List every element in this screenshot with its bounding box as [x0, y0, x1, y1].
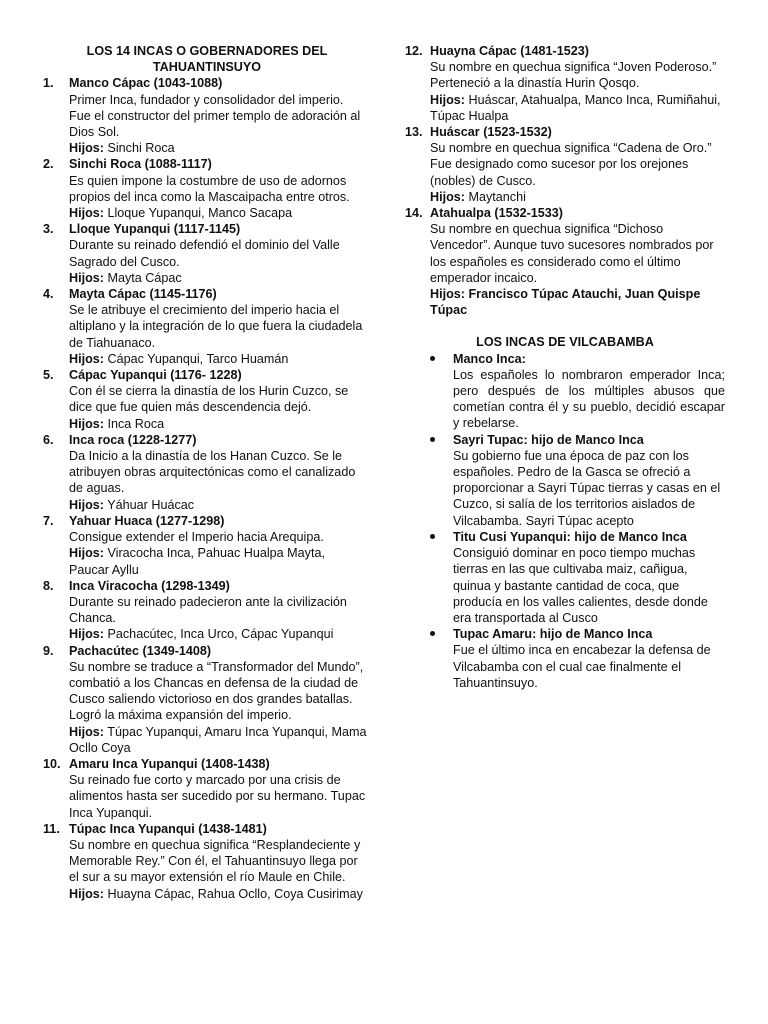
- inca-description: Es quien impone la costumbre de uso de adornos propios del inca como la Mascaipacha entre otros.: [69, 173, 350, 204]
- children-names: Maytanchi: [468, 189, 526, 204]
- inca-entry-2: [36, 156, 368, 221]
- inca-name: Manco Cápac (1043-1088): [69, 76, 223, 91]
- children-label: Hijos:: [69, 141, 104, 156]
- vilcabamba-item-text: Su gobierno fue una época de paz con los españoles. Pedro de la Gasca se ofreció a proporcionar a Sayri Túpac tierras y casas en el Cuzco, si salía de los territorios aislados de Vilcabamba. Sayri Túpac acepto: [453, 448, 721, 528]
- inca-description: Su nombre en quechua significa “Dichoso Vencedor”. Aunque tuvo sucesores nombrados por los españoles es considerado como el último emperador incaico.: [430, 222, 714, 285]
- inca-name: Sinchi Roca (1088-1117): [69, 157, 212, 172]
- inca-name: Cápac Yupanqui (1176- 1228): [69, 368, 242, 383]
- bullet-icon: [430, 534, 435, 539]
- inca-number: 12.: [405, 44, 423, 58]
- title-line-2: TAHUANTINSUYO: [152, 60, 262, 75]
- inca-description: Su nombre en quechua significa “Resplandeciente y Memorable Rey.” Con él, el Tahuantinsuyo llega por el sur a su mayor extensión el río Maule en Chile.: [69, 837, 361, 885]
- right-column: [405, 43, 725, 691]
- bullet-icon: [430, 631, 435, 636]
- inca-description: Durante su reinado defendió el dominio del Valle Sagrado del Cusco.: [69, 238, 340, 269]
- inca-name: Inca roca (1228-1277): [69, 432, 197, 447]
- inca-number: 6.: [43, 432, 54, 447]
- inca-children: [69, 724, 368, 756]
- inca-children: [69, 140, 368, 156]
- inca-description: Su nombre en quechua significa “Joven Poderoso.” Perteneció a la dinastía Hurin Qosqo.: [430, 60, 717, 91]
- vilcabamba-item-sayri-tupac: [405, 432, 725, 529]
- inca-entry-14: [405, 205, 725, 318]
- inca-description: Su reinado fue corto y marcado por una crisis de alimentos hasta ser sucedido por su hermano. Tupac Inca Yupanqui.: [69, 773, 366, 820]
- children-label: Hijos:: [69, 724, 104, 739]
- inca-entry-3: [36, 221, 368, 286]
- inca-entry-4: [36, 286, 368, 367]
- vilcabamba-item-text: Fue el último inca en encabezar la defensa de Vilcabamba con el cual cae finalmente el Tahuantinsuyo.: [453, 643, 711, 690]
- inca-children: [69, 497, 368, 513]
- children-label: Hijos:: [430, 287, 465, 302]
- inca-number: 9.: [43, 643, 54, 658]
- inca-children: [69, 205, 368, 221]
- children-names: Huayna Cápac, Rahua Ocllo, Coya Cusirimay: [107, 886, 363, 901]
- inca-children: [69, 270, 368, 286]
- children-names: Viracocha Inca, Pahuac Hualpa Mayta, Paucar Ayllu: [69, 546, 325, 577]
- children-names: Lloque Yupanqui, Manco Sacapa: [107, 206, 293, 221]
- inca-name: Lloque Yupanqui (1117-1145): [69, 222, 241, 237]
- children-label: Hijos:: [69, 886, 104, 901]
- children-names: Pachacútec, Inca Urco, Cápac Yupanqui: [107, 627, 334, 642]
- inca-children: [430, 286, 725, 318]
- inca-children: [69, 416, 368, 432]
- bullet-icon: [430, 437, 435, 442]
- inca-name: Atahualpa (1532-1533): [430, 206, 563, 221]
- inca-entry-10: [36, 756, 368, 821]
- children-label: Hijos:: [69, 497, 104, 512]
- children-label: Hijos:: [69, 627, 104, 642]
- inca-number: 1.: [43, 76, 54, 91]
- inca-number: 13.: [405, 125, 423, 140]
- inca-number: 11.: [43, 821, 60, 836]
- document-title: [36, 43, 368, 75]
- vilcabamba-item-heading: Sayri Tupac: hijo de Manco Inca: [453, 432, 644, 447]
- left-column: [36, 43, 368, 902]
- children-label: Hijos:: [69, 416, 104, 431]
- inca-number: 5.: [43, 368, 54, 383]
- vilcabamba-item-text: Consiguió dominar en poco tiempo muchas tierras en las que cultivaba maiz, cañigua, quinua y bastante cantidad de coca, que producía en los valles calientes, desde donde era transportada al Cusco: [453, 546, 708, 625]
- children-label: Hijos:: [69, 546, 104, 561]
- inca-entry-8: [36, 578, 368, 643]
- children-names: Huáscar, Atahualpa, Manco Inca, Rumiñahui, Túpac Hualpa: [430, 92, 721, 123]
- vilcabamba-item-heading: Manco Inca:: [453, 351, 526, 366]
- vilcabamba-item-heading: Titu Cusi Yupanqui: hijo de Manco Inca: [453, 529, 687, 544]
- inca-entry-13: [405, 124, 725, 205]
- inca-number: 7.: [43, 513, 54, 528]
- inca-children: [69, 886, 368, 902]
- inca-entry-12: [405, 43, 725, 124]
- inca-description: Su nombre en quechua significa “Cadena de Oro.” Fue designado como sucesor por los orejones (nobles) de Cusco.: [430, 141, 712, 188]
- inca-number: 3.: [43, 222, 54, 237]
- inca-children: [430, 189, 725, 205]
- children-names: Yáhuar Huácac: [107, 497, 195, 512]
- children-label: Hijos:: [430, 92, 465, 107]
- inca-description: Consigue extender el Imperio hacia Arequipa.: [69, 530, 324, 545]
- inca-children: [430, 92, 725, 124]
- inca-name: Yahuar Huaca (1277-1298): [69, 513, 225, 528]
- inca-name: Huayna Cápac (1481-1523): [430, 44, 589, 58]
- inca-entry-6: [36, 432, 368, 513]
- children-names: Francisco Túpac Atauchi, Juan Quispe Túpac: [430, 287, 701, 318]
- children-names: Inca Roca: [107, 416, 165, 431]
- inca-description: Se le atribuye el crecimiento del imperio hacia el altiplano y la integración de lo que fuera la ciudadela de Tiahuanaco.: [69, 303, 363, 350]
- inca-description: Da Inicio a la dinastía de los Hanan Cuzco. Se le atribuyen obras arquitectónicas como el canalizado de aguas.: [69, 449, 356, 496]
- inca-name: Túpac Inca Yupanqui (1438-1481): [69, 821, 267, 836]
- inca-name: Pachacútec (1349-1408): [69, 643, 212, 658]
- inca-description: Con él se cierra la dinastía de los Hurin Cuzco, se dice que fue quien más descendencia dejó.: [69, 384, 349, 415]
- inca-entry-11: [36, 821, 368, 902]
- vilcabamba-item-tupac-amaru: [405, 626, 725, 691]
- vilcabamba-item-text: Los españoles lo nombraron emperador Inca; pero después de los múltiples abusos que cometían contra él y su pueblo, decidió escapar y rebelarse.: [453, 367, 725, 431]
- children-label: Hijos:: [69, 351, 104, 366]
- inca-description: Primer Inca, fundador y consolidador del imperio. Fue el constructor del primer templo de adoración al Dios Sol.: [69, 92, 361, 140]
- inca-number: 8.: [43, 578, 54, 593]
- inca-description: Durante su reinado padecieron ante la civilización Chanca.: [69, 594, 347, 626]
- vilcabamba-item-titu-cusi-yupanqui: [405, 529, 725, 626]
- inca-entry-9: [36, 643, 368, 756]
- vilcabamba-section-title: LOS INCAS DE VILCABAMBA: [476, 335, 654, 350]
- inca-name: Huáscar (1523-1532): [430, 125, 552, 140]
- inca-number: 4.: [43, 287, 54, 302]
- inca-number: 14.: [405, 206, 423, 221]
- children-names: Cápac Yupanqui, Tarco Huamán: [107, 351, 289, 366]
- vilcabamba-item-heading: Tupac Amaru: hijo de Manco Inca: [453, 627, 653, 642]
- children-names: Túpac Yupanqui, Amaru Inca Yupanqui, Mama Ocllo Coya: [69, 724, 367, 755]
- vilcabamba-item-manco-inca: [405, 351, 725, 432]
- children-names: Sinchi Roca: [107, 141, 175, 156]
- inca-children: [69, 545, 368, 577]
- inca-name: Inca Viracocha (1298-1349): [69, 578, 230, 593]
- bullet-icon: [430, 356, 435, 361]
- inca-entry-7: [36, 513, 368, 578]
- title-line-1: LOS 14 INCAS O GOBERNADORES DEL: [86, 44, 328, 58]
- inca-entry-1: [36, 75, 368, 156]
- inca-description: Su nombre se traduce a “Transformador del Mundo”, combatió a los Chancas en defensa de la ciudad de Cusco saliendo victorioso en dos grandes batallas. Logró la máxima expansión del imperio.: [69, 659, 364, 723]
- children-names: Mayta Cápac: [107, 270, 182, 285]
- inca-number: 10.: [43, 756, 61, 771]
- inca-number: 2.: [43, 157, 54, 172]
- inca-entry-5: [36, 367, 368, 432]
- inca-children: [69, 351, 368, 367]
- children-label: Hijos:: [69, 206, 104, 221]
- inca-name: Mayta Cápac (1145-1176): [69, 287, 217, 302]
- children-label: Hijos:: [69, 270, 104, 285]
- inca-children: [69, 626, 368, 642]
- children-label: Hijos:: [430, 189, 465, 204]
- inca-name: Amaru Inca Yupanqui (1408-1438): [69, 756, 270, 771]
